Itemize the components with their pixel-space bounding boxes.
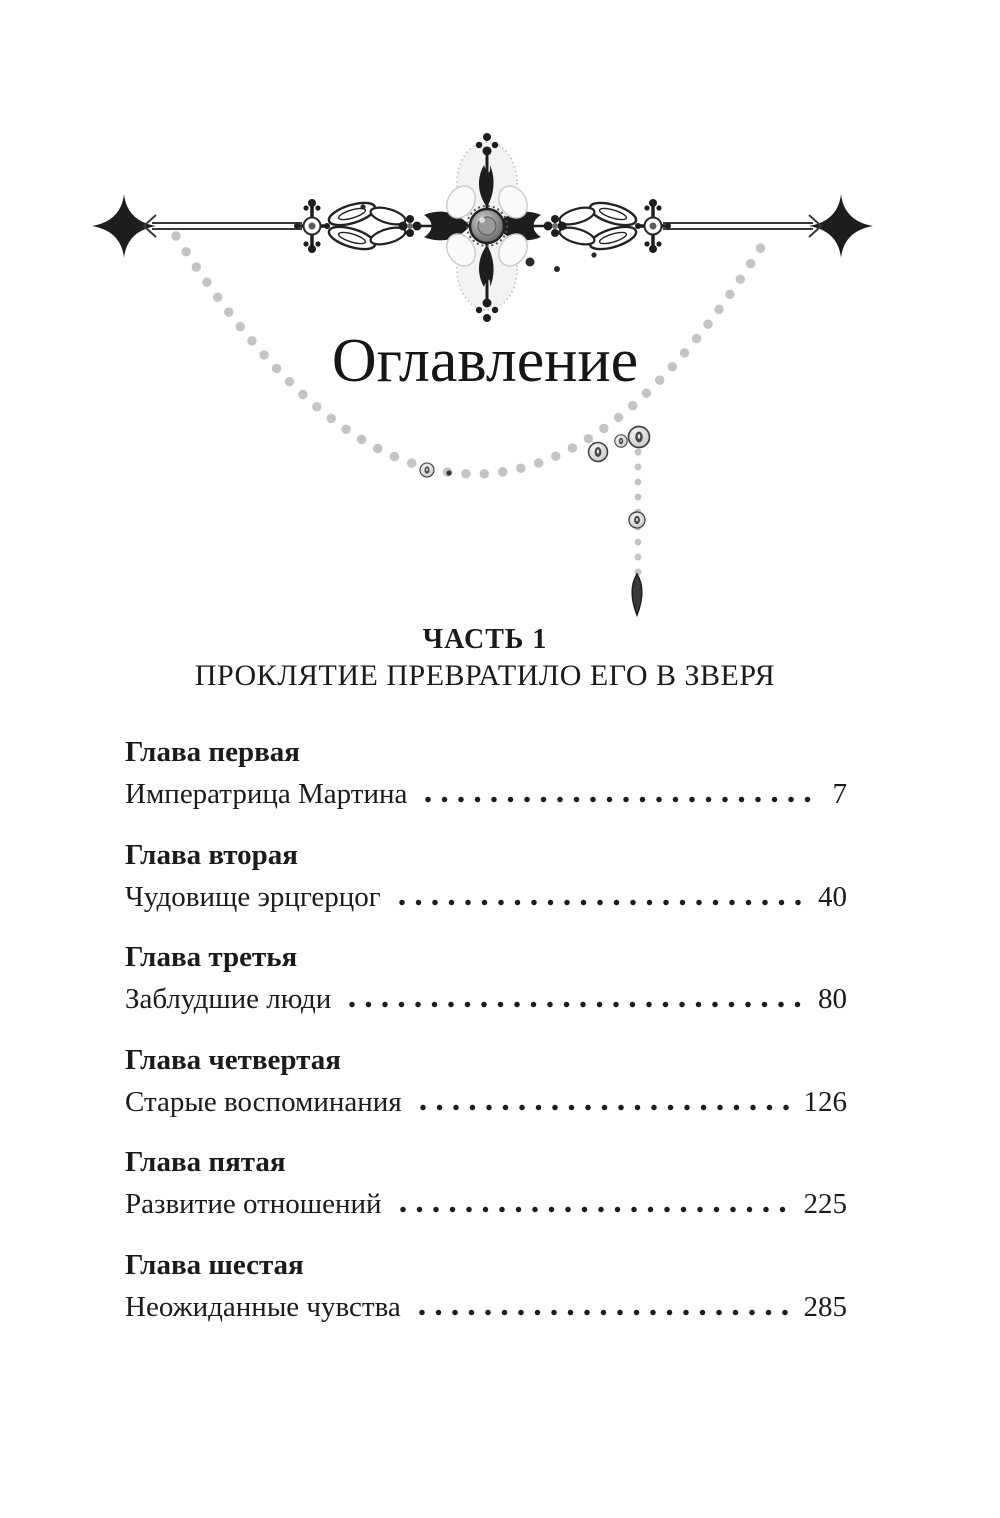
toc-entry	[125, 939, 847, 1019]
toc-entry	[125, 1247, 847, 1327]
chapter-title: Старые воспоминания	[125, 1086, 402, 1118]
dot-leader	[425, 796, 818, 803]
chapter-heading: Глава первая	[125, 736, 300, 768]
chapter-heading: Глава шестая	[125, 1249, 304, 1281]
toc-entry	[125, 837, 847, 917]
page-number: 40	[818, 881, 847, 913]
dot-leader	[400, 1206, 790, 1213]
page-number: 285	[803, 1291, 847, 1323]
toc-entry	[125, 734, 847, 814]
chapter-heading: Глава третья	[125, 941, 298, 973]
chapter-title: Заблудшие люди	[125, 983, 332, 1015]
part-title: ПРОКЛЯТИЕ ПРЕВРАТИЛО ЕГО В ЗВЕРЯ	[194, 659, 776, 692]
chapter-heading: Глава пятая	[125, 1146, 286, 1178]
dot-leader	[349, 1001, 804, 1008]
chapter-title: Неожиданные чувства	[125, 1291, 401, 1323]
dot-leader	[420, 1104, 790, 1111]
chapter-heading: Глава четвертая	[125, 1044, 341, 1076]
divider-ornament	[92, 133, 873, 322]
part-heading	[0, 622, 970, 694]
page-number: 225	[803, 1188, 847, 1220]
dot-leader	[399, 899, 804, 906]
chapter-title: Чудовище эрцгерцог	[125, 881, 381, 913]
chapter-title: Императрица Мартина	[125, 778, 408, 810]
chapter-title: Развитие отношений	[125, 1188, 382, 1220]
dot-leader	[419, 1309, 790, 1316]
part-label: ЧАСТЬ 1	[422, 624, 548, 655]
chapter-heading: Глава вторая	[125, 839, 298, 871]
pendant-icon	[632, 574, 642, 615]
toc-entry	[125, 1144, 847, 1224]
page-title: Оглавление	[331, 327, 639, 395]
page-number: 80	[818, 983, 847, 1015]
page-number: 7	[832, 778, 847, 810]
page-number: 126	[803, 1086, 847, 1118]
toc-entry	[125, 1042, 847, 1122]
decorative-header	[0, 0, 1000, 620]
